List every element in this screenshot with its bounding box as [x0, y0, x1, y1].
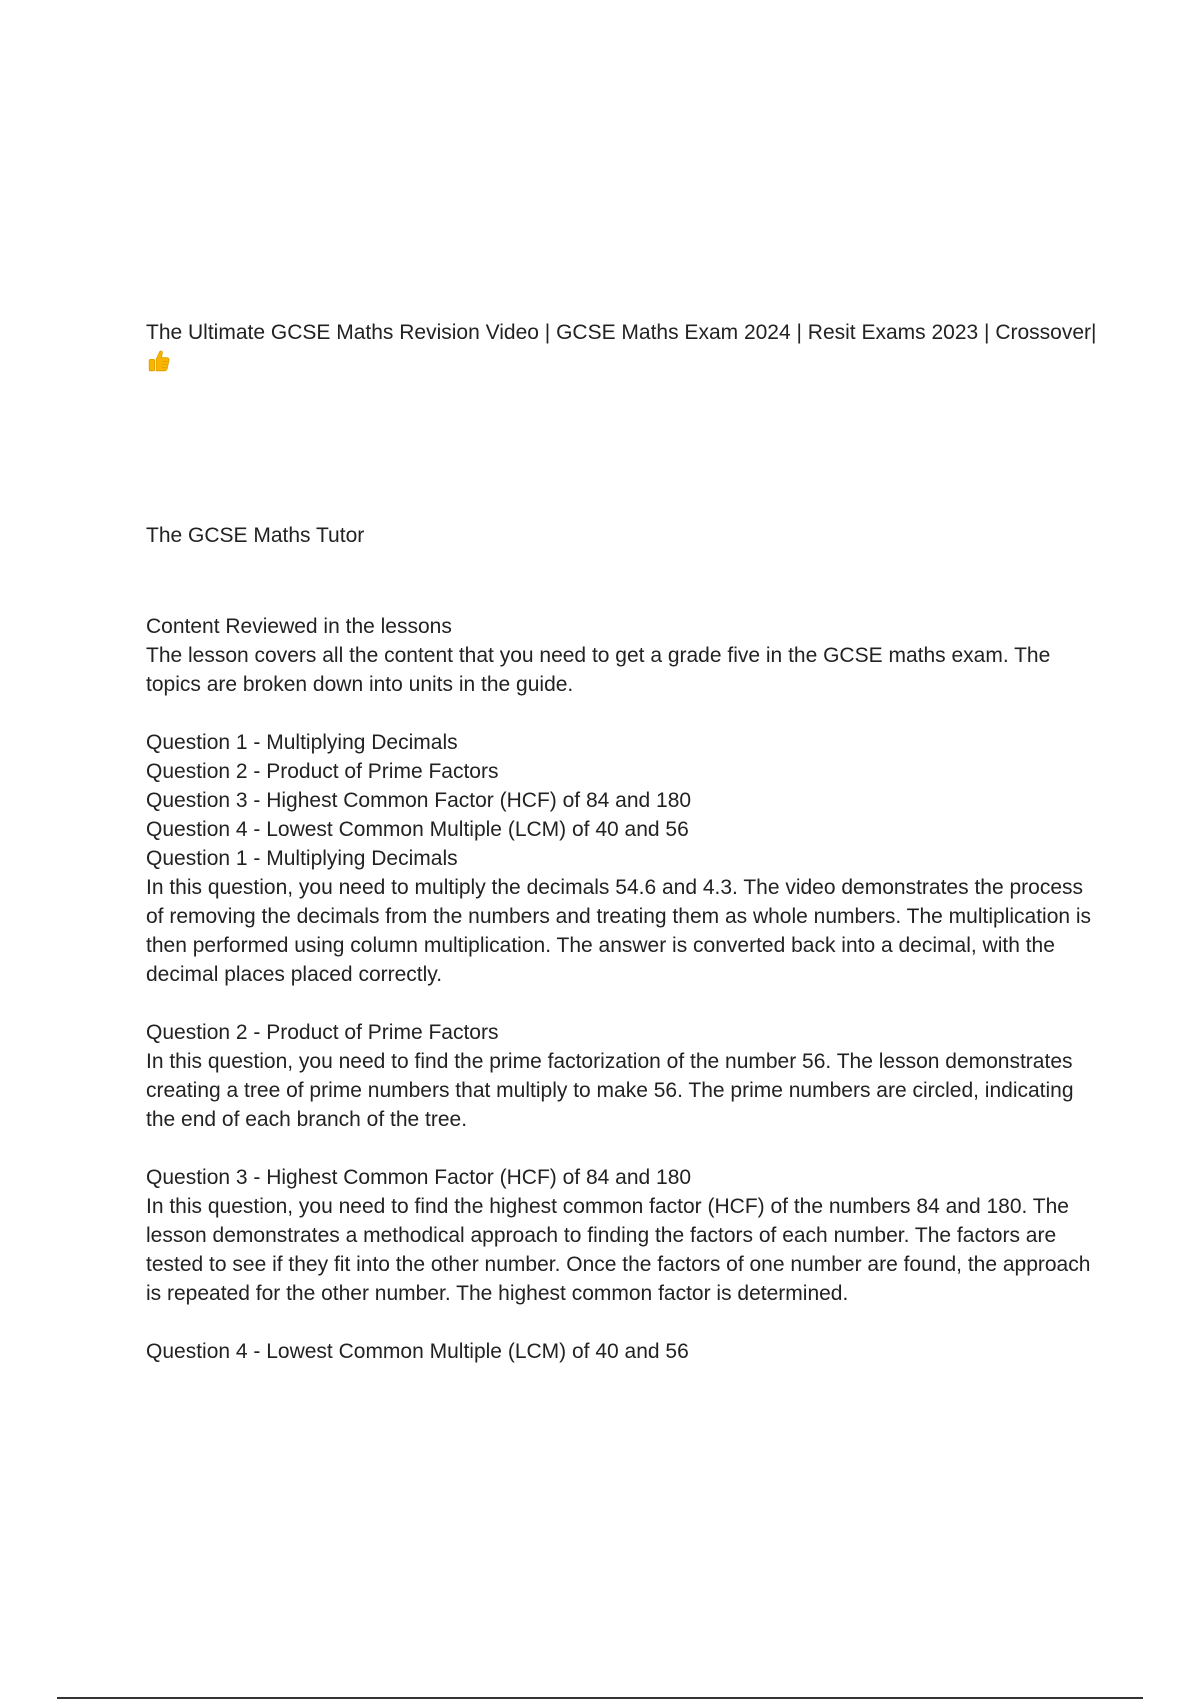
page-bottom-divider [57, 1697, 1143, 1699]
question-section-3 [146, 1163, 1106, 1308]
question-section-1 [146, 844, 1106, 989]
question-list-item: Question 4 - Lowest Common Multiple (LCM) of 40 and 56 [146, 818, 689, 841]
document-title [146, 318, 1106, 378]
question-paragraph: In this question, you need to find the prime factorization of the number 56. The lesson demonstrates creating a tree of prime numbers that multiply to make 56. The prime numbers are circled, indicating the end of each branch of the tree. [146, 1050, 1074, 1131]
question-heading: Question 1 - Multiplying Decimals [146, 847, 458, 870]
document-content [146, 318, 1106, 1366]
question-list [146, 728, 1106, 844]
author-name: The GCSE Maths Tutor [146, 524, 365, 547]
question-list-item: Question 2 - Product of Prime Factors [146, 760, 499, 783]
intro-heading: Content Reviewed in the lessons [146, 615, 452, 638]
question-heading: Question 2 - Product of Prime Factors [146, 1021, 499, 1044]
question-list-item: Question 1 - Multiplying Decimals [146, 731, 458, 754]
question-paragraph: In this question, you need to find the highest common factor (HCF) of the numbers 84 and 180. The lesson demonstrates a methodical approach to finding the factors of each number. The factors are tested to see if they fit into the other number. Once the factors of one number are found, the approach is repeated for the other number. The highest common factor is determined. [146, 1195, 1091, 1305]
question-section-2 [146, 1018, 1106, 1134]
question-list-item: Question 3 - Highest Common Factor (HCF) of 84 and 180 [146, 789, 692, 812]
thumbs-up-icon [147, 349, 171, 373]
document-title-text: The Ultimate GCSE Maths Revision Video | GCSE Maths Exam 2024 | Resit Exams 2023 | Crossover| [146, 321, 1097, 344]
question-paragraph: In this question, you need to multiply the decimals 54.6 and 4.3. The video demonstrates the process of removing the decimals from the numbers and treating them as whole numbers. The multiplication is then performed using column multiplication. The answer is converted back into a decimal, with the decimal places placed correctly. [146, 876, 1092, 986]
question-heading: Question 3 - Highest Common Factor (HCF) of 84 and 180 [146, 1166, 692, 1189]
intro-paragraph: The lesson covers all the content that you need to get a grade five in the GCSE maths exam. The topics are broken down into units in the guide. [146, 644, 1051, 696]
question-heading: Question 4 - Lowest Common Multiple (LCM) of 40 and 56 [146, 1340, 689, 1363]
question-section-4 [146, 1337, 1106, 1366]
